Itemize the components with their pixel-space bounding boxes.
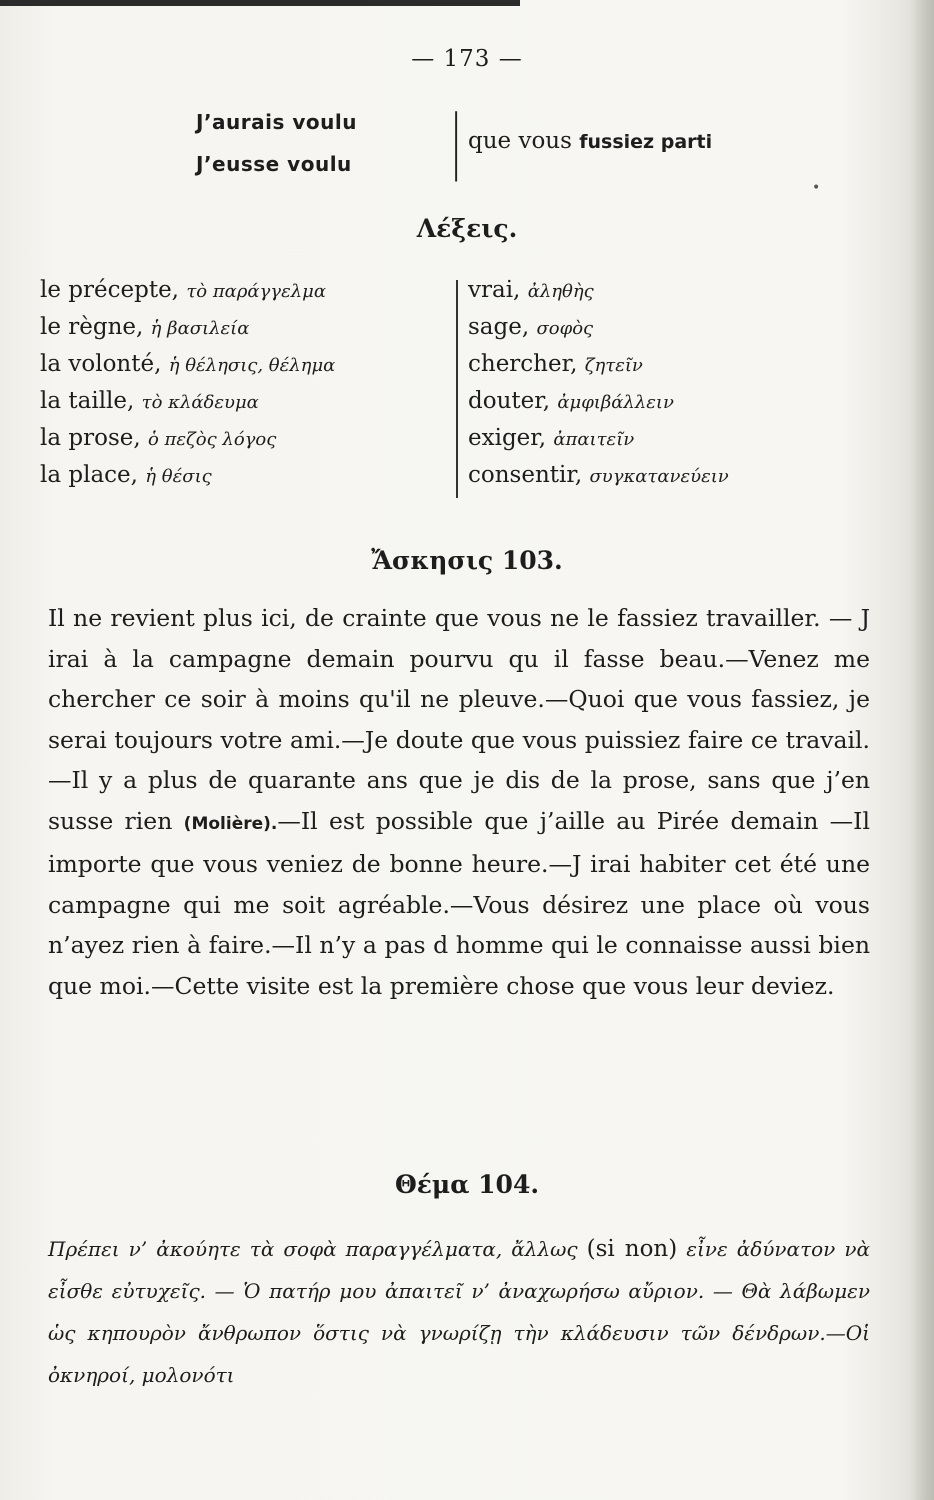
- theme-text-part-1: Πρέπει ν’ ἀκούητε τὰ σοφὰ παραγγέλματα, ἄλλως: [48, 1237, 578, 1261]
- vocab-item: [468, 420, 898, 457]
- conjugation-complement-plain: que vous: [468, 128, 572, 154]
- vocabulary-divider: [456, 280, 458, 498]
- vocab-item: [468, 346, 898, 383]
- vocabulary-table: [40, 272, 900, 502]
- theme-paragraph: [48, 1228, 870, 1396]
- conjugation-block: [196, 100, 816, 190]
- vocab-french: sage,: [468, 314, 530, 340]
- vocab-french: exiger,: [468, 425, 547, 451]
- theme-text-part-2: εἶνε ἀδύνατον νὰ εἶσθε εὐτυχεῖς. — Ὁ πατήρ μου ἀπαιτεῖ ν’ ἀναχωρήσω αὔριον. — Θὰ λάβωμεν ὡς κηπουρὸν ἄνθρωπον ὅστις νὰ γνωρίζῃ τὴν κλάδευσιν τῶν δένδρων.—Οἱ ὀκνηροί, μολονότι: [48, 1237, 871, 1387]
- exercise-text-part-1: Il ne revient plus ici, de crainte que vous ne le fassiez travailler. — J irai à la campagne demain pourvu qu il fasse beau.—Venez me chercher ce soir à moins qu'il ne pleuve.—Quoi que vous fassiez, je serai toujours votre ami.—Je doute que vous puissiez faire ce travail.—Il y a plus de quarante ans que je dis de la prose, sans que j’en susse rien: [48, 604, 870, 835]
- vocab-item: [468, 309, 898, 346]
- vocab-greek: ἡ θέσις: [145, 466, 212, 487]
- theme-heading: Θέμα 104.: [394, 1170, 540, 1199]
- vocab-french: chercher,: [468, 351, 578, 377]
- theme-latin-gloss: (si non): [586, 1236, 678, 1262]
- exercise-text-part-2: —Il est possible que j’aille au Pirée demain —Il importe que vous veniez de bonne heure.—J irai habiter cet été une campagne qui me soit agréable.—Vous désirez une place où vous n’ayez rien à faire.—Il n’y a pas d homme qui le connaisse aussi bien que moi.—Cette visite est la première chose que vous leur deviez.: [48, 806, 870, 1000]
- conjugation-complement: [468, 128, 712, 154]
- conjugation-complement-bold: fussiez parti: [579, 131, 713, 153]
- page-number: — 173 —: [411, 46, 523, 72]
- vocab-greek: ἀληθὴς: [527, 281, 594, 302]
- vocab-french: consentir,: [468, 462, 583, 488]
- vocab-greek: τὸ κλάδευμα: [141, 392, 259, 413]
- vocab-item: [468, 272, 898, 309]
- vocab-french: la taille,: [40, 388, 135, 414]
- exercise-heading: Ἄσκησις 103.: [371, 546, 563, 575]
- vocab-item: [40, 383, 455, 420]
- vocab-greek: συγκατανεύειν: [589, 466, 729, 487]
- vocab-greek: ὁ πεζὸς λόγος: [147, 429, 277, 450]
- vocab-french: vrai,: [468, 277, 521, 303]
- vocab-french: la place,: [40, 462, 138, 488]
- vocab-item: [40, 346, 455, 383]
- vocab-greek: ἀπαιτεῖν: [553, 429, 635, 450]
- vocab-greek: ἡ βασιλεία: [150, 318, 250, 339]
- vocab-greek: σοφὸς: [536, 318, 594, 339]
- exercise-paragraph: [48, 598, 870, 1006]
- vocab-french: la volonté,: [40, 351, 162, 377]
- vocab-item: [40, 457, 455, 494]
- conjugation-line-2: J’eusse voulu: [196, 152, 352, 176]
- vocabulary-left-column: [40, 272, 455, 494]
- vocab-french: douter,: [468, 388, 551, 414]
- vocab-greek: ἀμφιβάλλειν: [557, 392, 674, 413]
- vocab-item: [468, 383, 898, 420]
- vocabulary-right-column: [468, 272, 898, 494]
- vocab-greek: ζητεῖν: [584, 355, 643, 376]
- vocab-french: la prose,: [40, 425, 141, 451]
- vocab-item: [40, 420, 455, 457]
- lexeis-heading: Λέξεις.: [416, 214, 518, 243]
- vocab-item: [468, 457, 898, 494]
- vocab-item: [40, 272, 455, 309]
- vocab-french: le règne,: [40, 314, 144, 340]
- brace-mark: |: [452, 100, 461, 182]
- exercise-source: (Molière).: [183, 813, 278, 834]
- scan-speck: •: [812, 180, 821, 196]
- vocab-french: le précepte,: [40, 277, 179, 303]
- vocab-greek: τὸ παράγγελμα: [186, 281, 326, 302]
- conjugation-line-1: J’aurais voulu: [196, 110, 357, 134]
- scan-top-edge: [0, 0, 520, 6]
- vocab-item: [40, 309, 455, 346]
- vocab-greek: ἡ θέλησις, θέλημα: [168, 355, 336, 376]
